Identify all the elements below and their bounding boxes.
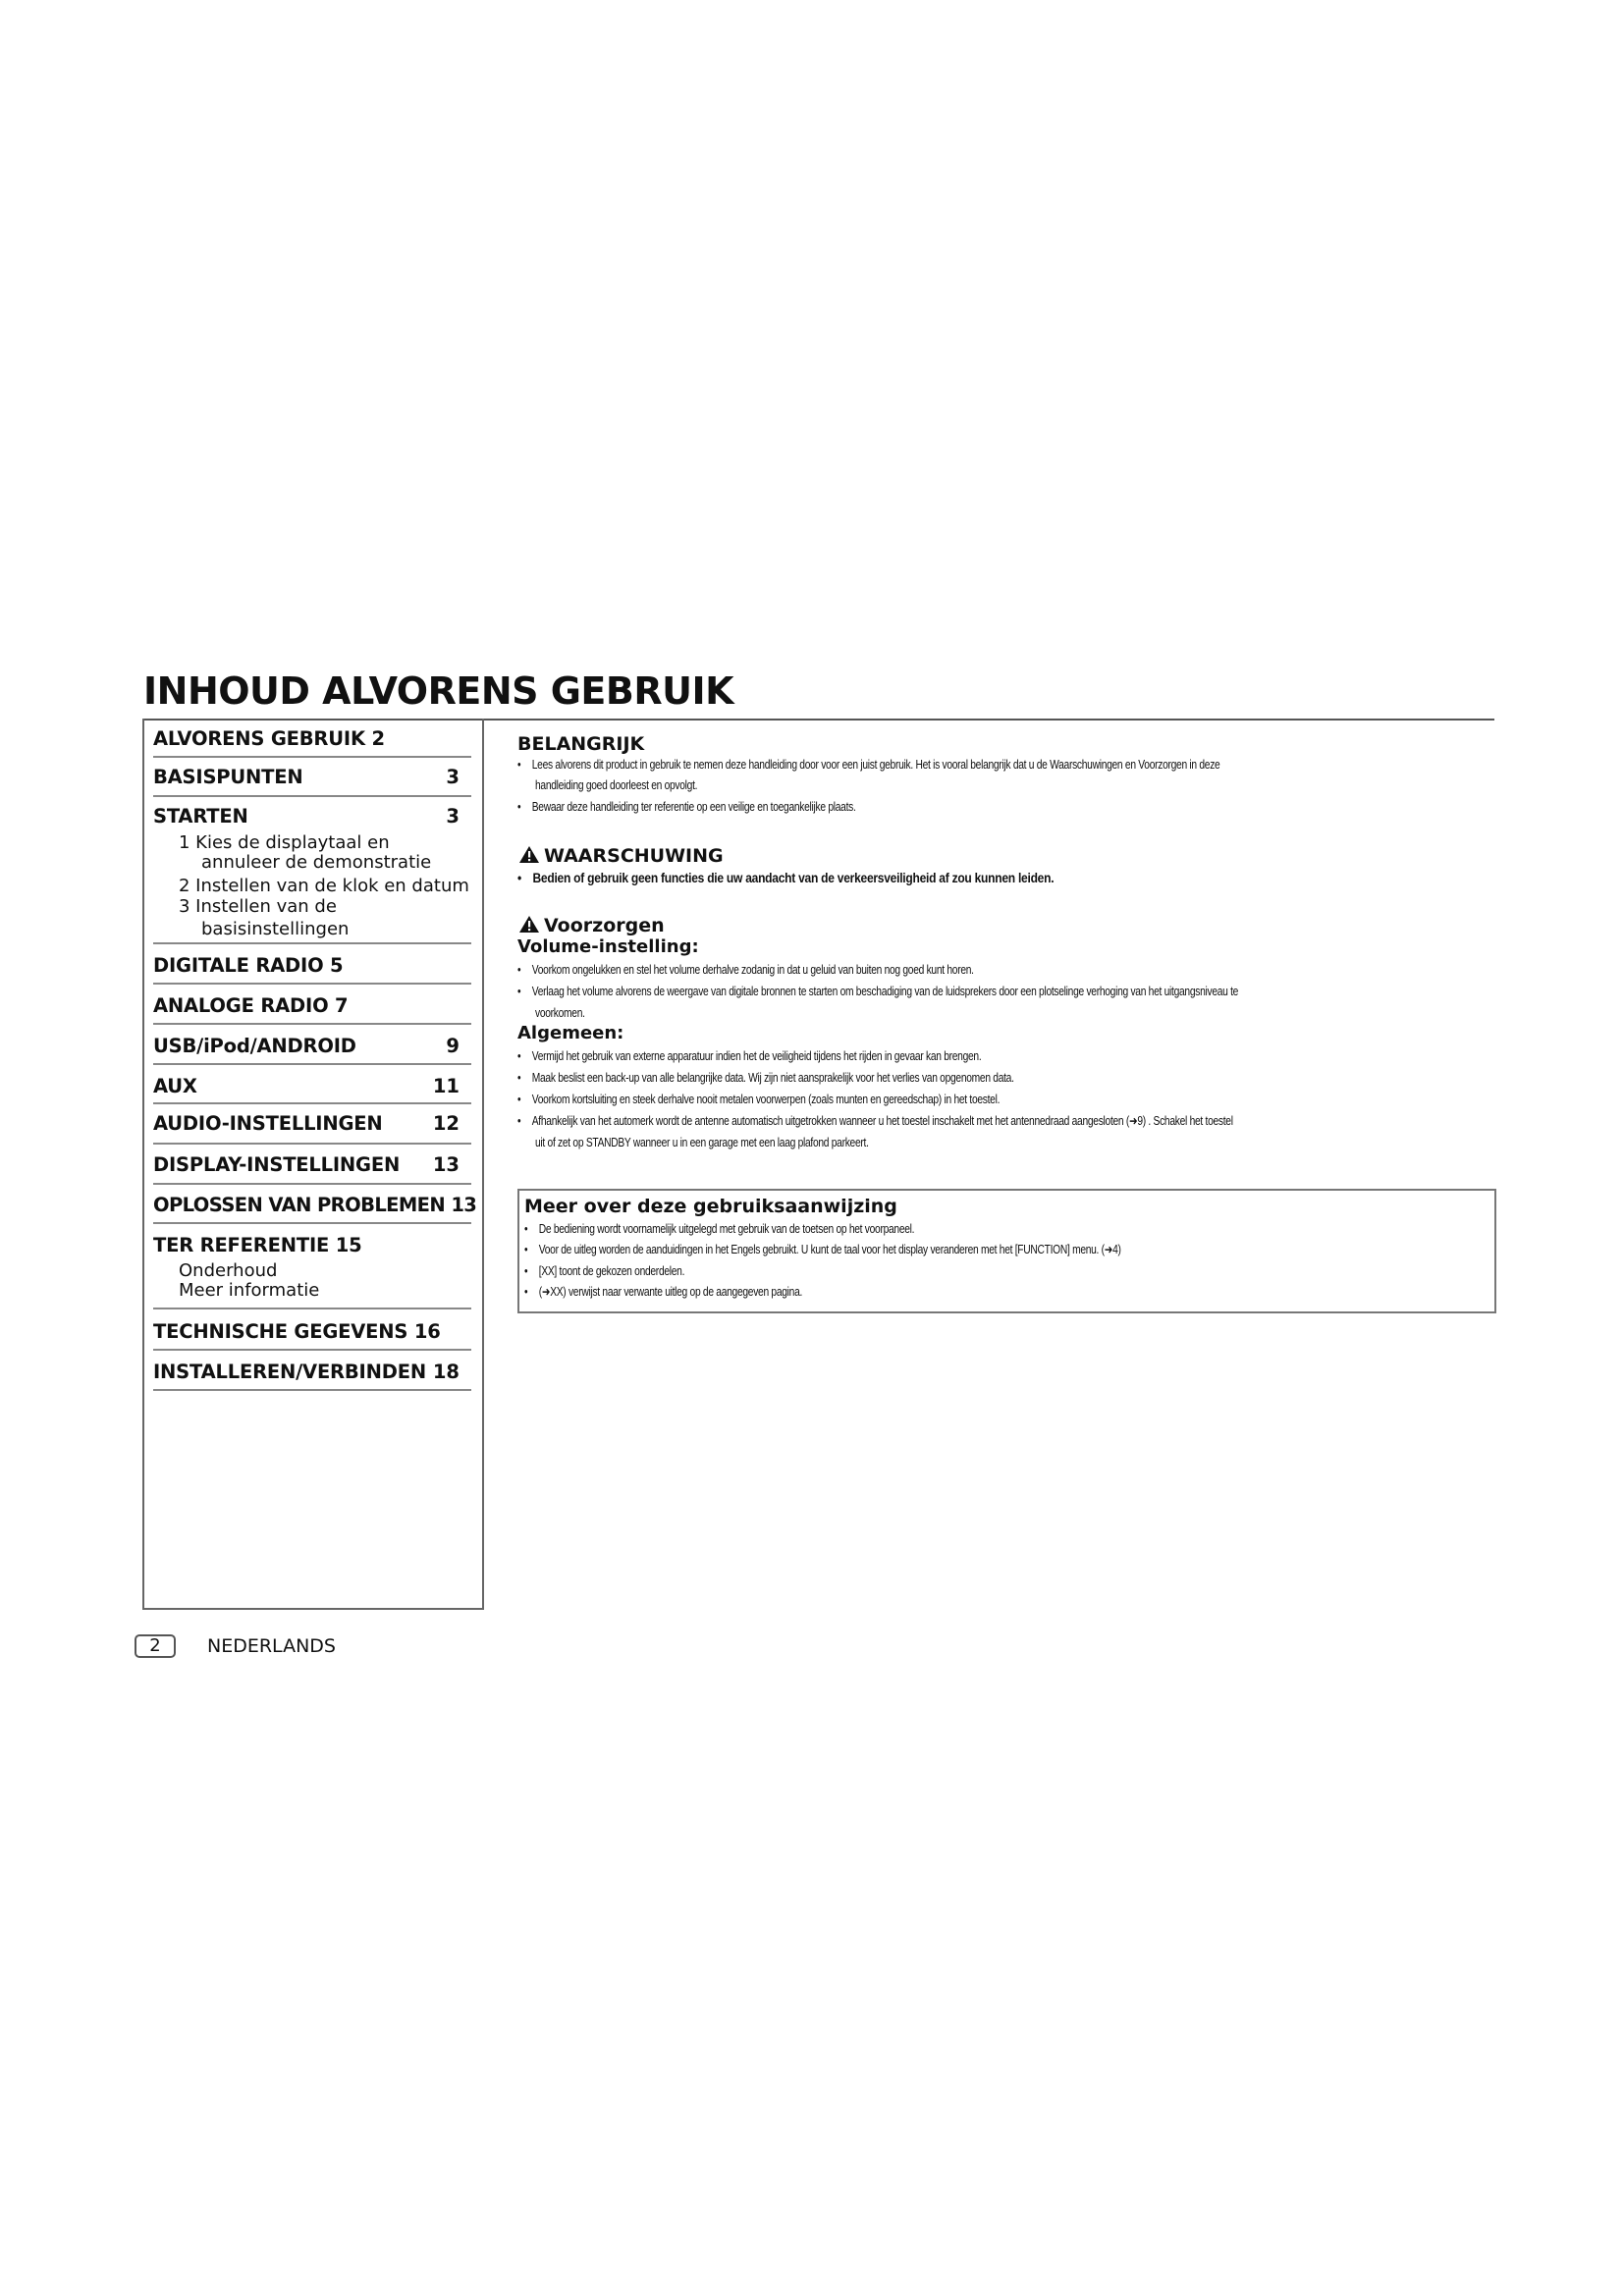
toc-item-starten[interactable] xyxy=(153,797,471,944)
toc-item-aux[interactable] xyxy=(153,1065,471,1104)
toc-item-label: USB/iPod/ANDROID xyxy=(153,1035,356,1057)
algemeen-line: • Maak beslist een back-up van alle belangrijke data. Wij zijn niet aansprakelijk voor het verlies van opgenomen data. xyxy=(517,1071,1014,1085)
meer-line: • Voor de uitleg worden de aanduidingen in het Engels gebruikt. U kunt de taal voor het display veranderen met het [FUNCTION] menu. (➜4) xyxy=(524,1243,1121,1256)
meer-line: • (➜XX) verwijst naar verwante uitleg op de aangegeven pagina. xyxy=(524,1285,803,1299)
toc-item-page: 18 xyxy=(432,1361,460,1383)
toc-item-label: TECHNISCHE GEGEVENS 16 xyxy=(153,1320,441,1343)
toc-item-technische-gegevens[interactable] xyxy=(153,1309,471,1351)
belangrijk-line: • Lees alvorens dit product in gebruik te nemen deze handleiding door voor een juist gebruik. Het is vooral belangrijk dat u de Waarschuwingen en Voorzorgen in deze xyxy=(517,758,1220,772)
toc-subitem[interactable]: 1 Kies de displaytaal en xyxy=(179,832,390,853)
meer-heading: Meer over deze gebruiksaanwijzing xyxy=(524,1196,897,1217)
toc-item-label: AUX xyxy=(153,1075,197,1097)
toc-subitem[interactable]: 3 Instellen van de xyxy=(179,896,337,917)
page-title: INHOUD ALVORENS GEBRUIK xyxy=(143,669,734,713)
toc-item-page: 11 xyxy=(432,1075,460,1097)
meer-line: • De bediening wordt voornamelijk uitgelegd met gebruik van de toetsen op het voorpaneel. xyxy=(524,1222,915,1236)
table-of-contents xyxy=(142,719,484,1610)
belangrijk-line: • Bewaar deze handleiding ter referentie op een veilige en toegankelijke plaats. xyxy=(517,800,856,814)
waarschuwing-line: • Bedien of gebruik geen functies die uw aandacht van de verkeersveiligheid af zou kunnen leiden. xyxy=(517,870,1055,885)
warning-icon xyxy=(518,915,540,934)
toc-item-ter-referentie[interactable] xyxy=(153,1224,471,1309)
toc-item-display-instellingen[interactable] xyxy=(153,1145,471,1185)
toc-item-label: ALVORENS GEBRUIK 2 xyxy=(153,727,385,750)
toc-subitem[interactable]: Meer informatie xyxy=(179,1280,320,1301)
language-label: NEDERLANDS xyxy=(207,1635,336,1657)
toc-item-label: DISPLAY-INSTELLINGEN xyxy=(153,1153,401,1176)
toc-item-page: 3 xyxy=(446,766,460,788)
toc-item-installeren-verbinden[interactable] xyxy=(153,1351,471,1391)
toc-item-page: 12 xyxy=(432,1112,460,1135)
toc-item-page: 13 xyxy=(432,1153,460,1176)
toc-item-analoge-radio[interactable] xyxy=(153,985,471,1025)
toc-item-label: AUDIO-INSTELLINGEN xyxy=(153,1112,383,1135)
voorzorgen-line: • Voorkom ongelukken en stel het volume derhalve zodanig in dat u geluid van buiten nog goed kunt horen. xyxy=(517,963,974,977)
toc-item-audio-instellingen[interactable] xyxy=(153,1104,471,1145)
page-number: 2 xyxy=(135,1634,176,1658)
toc-item-page: 3 xyxy=(446,805,460,828)
toc-item-oplossen-van-problemen[interactable] xyxy=(153,1185,477,1224)
toc-subitem: basisinstellingen xyxy=(201,919,350,939)
info-box xyxy=(517,1189,1496,1313)
toc-item-page: 9 xyxy=(446,1035,460,1057)
toc-item-label: STARTEN xyxy=(153,805,248,828)
toc-subitem: annuleer de demonstratie xyxy=(201,852,432,873)
toc-item-label: BASISPUNTEN xyxy=(153,766,303,788)
toc-subitem[interactable]: Onderhoud xyxy=(179,1260,278,1281)
volume-instelling-heading: Volume-instelling: xyxy=(517,936,699,957)
voorzorgen-heading: Voorzorgen xyxy=(518,915,665,936)
algemeen-line: • Voorkom kortsluiting en steek derhalve nooit metalen voorwerpen (zoals munten en gereedschap) in het toestel. xyxy=(517,1093,1001,1106)
belangrijk-heading: BELANGRIJK xyxy=(517,733,645,755)
algemeen-line: • Afhankelijk van het automerk wordt de antenne automatisch uitgetrokken wanneer u het toestel inschakelt met het antennedraad aangesloten (➜9) . Schakel het toestel xyxy=(517,1114,1233,1128)
belangrijk-line: handleiding goed doorleest en opvolgt. xyxy=(535,778,698,792)
toc-item-label: TER REFERENTIE 15 xyxy=(153,1234,362,1256)
toc-item-label: OPLOSSEN VAN PROBLEMEN 13 xyxy=(153,1194,477,1216)
algemeen-line: uit of zet op STANDBY wanneer u in een garage met een laag plafond parkeert. xyxy=(535,1136,869,1149)
voorzorgen-line: • Verlaag het volume alvorens de weergave van digitale bronnen te starten om beschadiging van de luidsprekers door een plotselinge verhoging van het uitgangsniveau te xyxy=(517,985,1239,998)
toc-item-label: INSTALLEREN/VERBINDEN xyxy=(153,1361,426,1383)
meer-line: • [XX] toont de gekozen onderdelen. xyxy=(524,1264,685,1278)
algemeen-heading: Algemeen: xyxy=(517,1023,624,1043)
toc-item-label: ANALOGE RADIO 7 xyxy=(153,994,349,1017)
toc-item-digitale-radio[interactable] xyxy=(153,944,471,985)
algemeen-line: • Vermijd het gebruik van externe apparatuur indien het de veiligheid tijdens het rijden in gevaar kan brengen. xyxy=(517,1049,982,1063)
toc-item-label: DIGITALE RADIO 5 xyxy=(153,954,344,977)
toc-item-alvorens-gebruik[interactable] xyxy=(153,719,471,758)
voorzorgen-line: voorkomen. xyxy=(535,1006,585,1020)
toc-subitem[interactable]: 2 Instellen van de klok en datum xyxy=(179,876,469,896)
toc-item-basispunten[interactable] xyxy=(153,758,471,797)
toc-item-usb-ipod-android[interactable] xyxy=(153,1025,471,1065)
warning-icon xyxy=(518,845,540,864)
waarschuwing-heading: WAARSCHUWING xyxy=(518,845,724,867)
